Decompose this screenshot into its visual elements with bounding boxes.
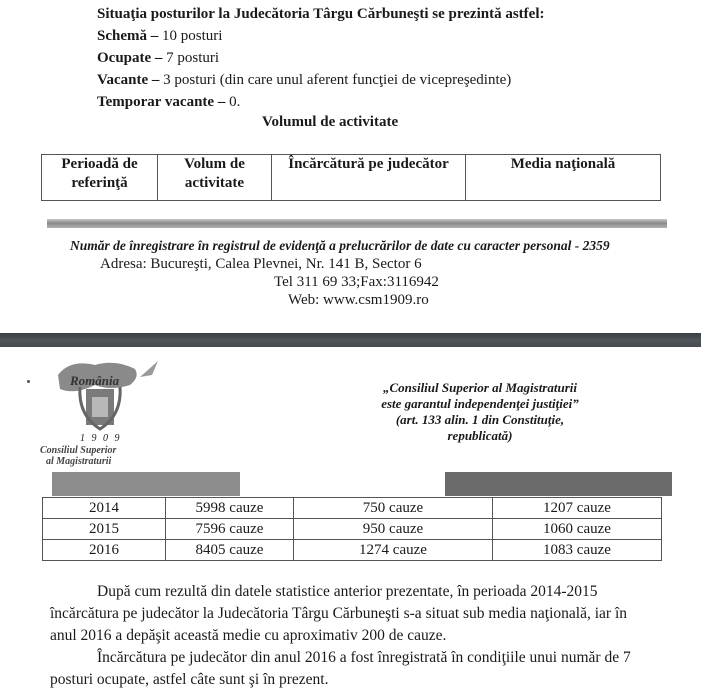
post-value: 0. [229, 94, 241, 110]
section-title: Volumul de activitate [262, 114, 399, 130]
cell-volume: 8405 cauze [166, 540, 294, 561]
posts-intro: Situaţia posturilor la Judecătoria Târgu Cărbuneşti se prezintă astfel: [97, 6, 545, 22]
cell-year: 2016 [43, 540, 166, 561]
page-divider [0, 333, 701, 347]
post-label: Vacante [97, 72, 149, 88]
post-label: Temporar vacante [97, 94, 215, 110]
website: Web: www.csm1909.ro [288, 292, 429, 308]
post-label: Ocupate [97, 50, 152, 66]
paragraph2-line2: posturi ocupate, astfel câte sunt şi în prezent. [50, 671, 329, 688]
header-national-average: Media naţională [466, 155, 661, 201]
cell-year: 2014 [43, 498, 166, 519]
cell-volume: 5998 cauze [166, 498, 294, 519]
footer-rule [47, 219, 667, 228]
cell-volume: 7596 cauze [166, 519, 294, 540]
address: Adresa: Bucureşti, Calea Plevnei, Nr. 141 B, Sector 6 [100, 256, 422, 272]
header-load-per-judge: Încărcătură pe judecător [272, 155, 466, 201]
cell-national: 1207 cauze [493, 498, 662, 519]
post-value: 7 posturi [166, 50, 220, 66]
csm-logo [40, 355, 170, 465]
gray-bar-left [52, 472, 240, 496]
cell-national: 1060 cauze [493, 519, 662, 540]
header-volume: Volum de activitate [158, 155, 272, 201]
post-row-ocupate: Ocupate – 7 posturi [97, 50, 220, 66]
logo-line2: al Magistraturii [46, 456, 112, 467]
activity-table-header [41, 154, 661, 201]
cell-load: 950 cauze [294, 519, 493, 540]
cell-national: 1083 cauze [493, 540, 662, 561]
post-label: Schemă [97, 28, 147, 44]
table-row [43, 540, 662, 561]
registration-number: Număr de înregistrare în registrul de evidenţă a prelucrărilor de date cu caracter personal - 2359 [70, 238, 610, 253]
logo-year: 1 9 0 9 [80, 433, 122, 444]
logo-line1: Consiliul Superior [40, 445, 117, 456]
speck [27, 380, 30, 383]
paragraph1-line1: După cum rezultă din datele statistice anterior prezentate, în perioada 2014-2015 [97, 583, 598, 600]
gray-bar-right [445, 472, 672, 496]
cell-year: 2015 [43, 519, 166, 540]
activity-table-body [42, 497, 662, 561]
post-row-schema: Schemă – 10 posturi [97, 28, 223, 44]
post-value: 10 posturi [162, 28, 223, 44]
constitution-quote: „Consiliul Superior al Magistraturii este garantul independenţei justiţiei” (art. 133 alin. 1 din Constituţie, republicată) [381, 380, 579, 443]
header-period: Perioadă de referinţă [42, 155, 158, 201]
post-row-vacante: Vacante – 3 posturi (din care unul aferent funcţiei de vicepreşedinte) [97, 72, 512, 88]
paragraph1-line3: anul 2016 a depăşit această medie cu aproximativ 200 de cauze. [50, 627, 447, 644]
paragraph1-line2: încărcătura pe judecător la Judecătoria Târgu Cărbuneşti s-a situat sub media naţională, iar în [50, 605, 628, 622]
paragraph2-line1: Încărcătura pe judecător din anul 2016 a fost înregistrată în condiţiile unui număr de 7 [97, 649, 631, 666]
logo-top-text: România [70, 373, 120, 388]
cell-load: 1274 cauze [294, 540, 493, 561]
table-row [43, 519, 662, 540]
post-row-temporar: Temporar vacante – 0. [97, 94, 241, 110]
table-row [43, 498, 662, 519]
post-value: 3 posturi (din care unul aferent funcţiei de vicepreşedinte) [163, 72, 512, 88]
phone-fax: Tel 311 69 33;Fax:3116942 [274, 274, 439, 290]
cell-load: 750 cauze [294, 498, 493, 519]
